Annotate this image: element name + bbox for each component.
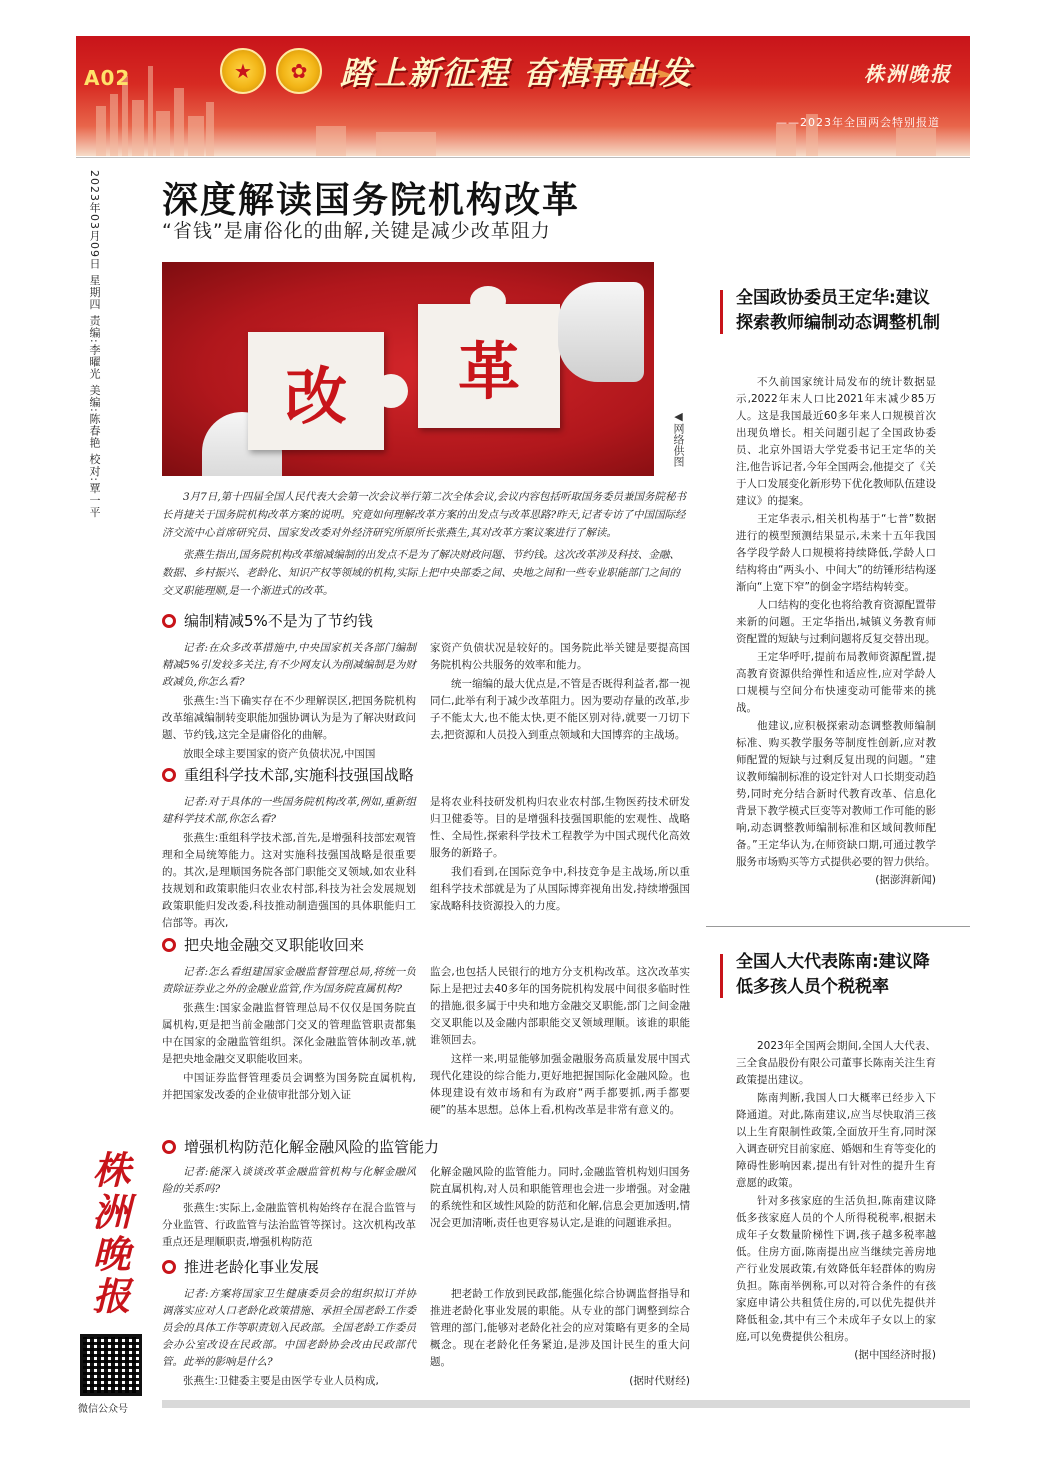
puzzle-piece-left bbox=[248, 332, 384, 450]
puzzle-knob bbox=[374, 374, 408, 408]
divider bbox=[76, 157, 970, 158]
article-column bbox=[162, 1164, 416, 1253]
paragraph: 记者:在众多改革措施中,中央国家机关各部门编制精减5%引发较多关注,有不少网友认为削减编制是为财政减负,你怎么看? bbox=[162, 642, 416, 688]
article-source: (据时代财经) bbox=[629, 1375, 690, 1387]
banner-subtitle: ——2023年全国两会特别报道 bbox=[776, 116, 940, 129]
paragraph: 张燕生:实际上,金融监管机构始终存在混合监管与分业监管、行政监管与法治监管等探讨。这次机构改革重点还是理顺职责,增强机构防范 bbox=[162, 1202, 416, 1248]
paragraph: 我们看到,在国际竞争中,科技竞争是主战场,所以重组科学技术部就是为了从国际博弈视角出发,持续增强国家战略科技资源投入的力度。 bbox=[430, 866, 690, 912]
paragraph: 张燕生:重组科学技术部,首先,是增强科技部宏观管理和全局统筹能力。这对实施科技强国战略是很重要的。其次,是理顺国务院各部门职能交叉领域,如农业科技规划和政策职能归农业农村部,科技为社会发展规划政策职能归发改委,科技推动制造强国的具体职能归工信部等。再次, bbox=[162, 832, 416, 929]
intro-paragraph: 张燕生指出,国务院机构改革缩减编制的出发点不是为了解决财政问题、节约钱。这次改革涉及科技、金融、数据、乡村振兴、老龄化、知识产权等领域的机构,实际上把中央部委之间、央地之间和一些专业职能部门之间的交叉职能理顺,是一个渐进式的改革。 bbox=[162, 549, 680, 597]
section-heading-text: 重组科学技术部,实施科技强国战略 bbox=[184, 766, 414, 784]
footer-bar bbox=[162, 1400, 970, 1408]
article-deck: “省钱”是庸俗化的曲解,关键是减少改革阻力 bbox=[162, 220, 551, 242]
paragraph: 放眼全球主要国家的资产负债状况,中国国 bbox=[183, 748, 376, 760]
intro-paragraph: 3月7日,第十四届全国人民代表大会第一次会议举行第二次全体会议,会议内容包括听取国务委员兼国务院秘书长肖捷关于国务院机构改革方案的说明。究竟如何理解改革方案的出发点与改革思路?昨天,记者专访了中国国际经济交流中心首席研究员、国家发改委对外经济研究所原所长张燕生,其对改革方案议案进行了解读。 bbox=[162, 491, 687, 539]
paragraph: 家资产负债状况是较好的。国务院此举关键是要提高国务院机构公共服务的效率和能力。 bbox=[430, 642, 690, 671]
qr-code-label: 微信公众号 bbox=[78, 1404, 128, 1415]
paragraph: 记者:对于具体的一些国务院机构改革,例如,重新组建科学技术部,你怎么看? bbox=[162, 796, 416, 825]
paragraph: 张燕生:当下确实存在不少理解误区,把国务院机构改革缩减编制转变职能加强协调认为是为了解决财政问题、节约钱,这完全是庸俗化的曲解。 bbox=[162, 695, 416, 741]
accent-bar bbox=[720, 290, 723, 334]
bullet-circle-icon bbox=[162, 1140, 176, 1154]
newspaper-logo-vertical: 株洲晚报 bbox=[86, 1150, 131, 1318]
section-heading bbox=[162, 610, 373, 631]
divider bbox=[706, 926, 970, 927]
paragraph: 记者:怎么看组建国家金融监督管理总局,将统一负责除证券业之外的金融业监管,作为国务院直属机构? bbox=[162, 966, 416, 995]
paragraph: 记者:能深入谈谈改革金融监管机构与化解金融风险的关系吗? bbox=[162, 1166, 416, 1195]
paragraph: 是将农业科技研发机构归农业农村部,生物医药技术研发归卫健委等。目的是增强科技强国职能的宏观性、战略性、全局性,探索科学技术工程教学为中国式现代化高效服务的新路子。 bbox=[430, 796, 690, 859]
paragraph: 他建议,应积极探索动态调整教师编制标准、购买教学服务等制度性创新,应对教师配置的短缺与过剩反复出现的问题。“建议教师编制标准的设定针对人口长期变动趋势,同时充分结合新时代教育改革、信息化背景下教学模式巨变等对教师工作可能的影响,动态调整教师编制标准和区域间教师配备。”王定华认为,在师资缺口期,可通过教学服务市场购买等方式提供必要的智力供给。 bbox=[736, 720, 936, 868]
section-heading-text: 推进老龄化事业发展 bbox=[184, 1258, 320, 1276]
paragraph: 张燕生:卫健委主要是由医学专业人员构成, bbox=[183, 1375, 379, 1387]
puzzle-char-left: 改 bbox=[284, 359, 347, 433]
article-column bbox=[162, 964, 416, 1106]
paragraph: 化解金融风险的监管能力。同时,金融监管机构划归国务院直属机构,对人员和职能管理也会进一步增强。对金融的系统性和区域性风险的防范和化解,信息会更加透明,情况会更加清晰,责任也更容易认定,是谁的问题谁承担。 bbox=[430, 1166, 690, 1229]
paragraph: 统一缩编的最大优点是,不管是否既得利益者,都一视同仁,此举有利于减少改革阻力。因为要动存量的改革,步子不能太大,也不能太快,更不能区别对待,就要一刀切下去,把资源和人员投入到重点领域和大国博弈的主战场。 bbox=[430, 678, 690, 741]
article-column bbox=[430, 640, 690, 746]
paragraph: 2023年全国两会期间,全国人大代表、三全食品股份有限公司董事长陈南关注生育政策提出建议。 bbox=[736, 1040, 936, 1086]
cppcc-emblem-icon: ✿ bbox=[276, 48, 322, 94]
section-heading-text: 把央地金融交叉职能收回来 bbox=[184, 936, 365, 954]
page-number: A02 bbox=[84, 66, 131, 90]
article-column bbox=[430, 964, 690, 1121]
hero-image bbox=[162, 262, 654, 476]
puzzle-char-right: 革 bbox=[457, 334, 520, 408]
sidebar-source: (据澎湃新闻) bbox=[875, 874, 936, 886]
bullet-circle-icon bbox=[162, 938, 176, 952]
puzzle-knob bbox=[470, 286, 506, 316]
sidebar-source: (据中国经济时报) bbox=[854, 1349, 936, 1361]
article-column bbox=[430, 1286, 690, 1392]
paragraph: 人口结构的变化也将给教育资源配置带来新的问题。王定华指出,城镇义务教育师资配置的短缺与过剩问题将反复交替出现。 bbox=[736, 599, 936, 645]
article-column bbox=[430, 1164, 690, 1234]
article-column bbox=[162, 640, 416, 765]
paragraph: 王定华表示,相关机构基于“七普”数据进行的模型预测结果显示,未来十五年我国各学段学龄人口规模将持续降低,学龄人口结构将由“两头小、中间大”的纺锤形结构逐渐向“上宽下窄”的倒金字塔结构转变。 bbox=[736, 513, 936, 593]
paragraph: 监会,也包括人民银行的地方分支机构改革。这次改革实际上是把过去40多年的国务院机构发展中间很多临时性的措施,很多属于中央和地方金融交叉职能,部门之间金融交叉职能以及金融内部职能交叉领域理顺。该谁的职能谁领回去。 bbox=[430, 966, 690, 1046]
article-column bbox=[162, 794, 416, 934]
sidebar-headline: 全国人大代表陈南:建议降低多孩人员个税税率 bbox=[736, 952, 930, 997]
national-emblem-icon: ★ bbox=[220, 48, 266, 94]
sidebar-story bbox=[736, 1038, 936, 1365]
article-headline: 深度解读国务院机构改革 bbox=[162, 180, 581, 221]
header-banner bbox=[76, 36, 970, 156]
section-heading bbox=[162, 1256, 319, 1277]
bullet-circle-icon bbox=[162, 768, 176, 782]
sidebar-headline: 全国政协委员王定华:建议探索教师编制动态调整机制 bbox=[736, 288, 940, 333]
image-caption: ◀网络供图 bbox=[672, 410, 685, 467]
paragraph: 中国证券监督管理委员会调整为国务院直属机构,并把国家发改委的企业债审批部分划入证 bbox=[162, 1072, 416, 1101]
accent-bar bbox=[720, 954, 723, 998]
right-hand-graphic bbox=[558, 282, 644, 382]
paragraph: 这样一来,明显能够加强金融服务高质量发展中国式现代化建设的综合能力,更好地把握国际化金融风险。也体现建设有效市场和有为政府“两手都要抓,两手都要硬”的基本思想。总体上看,机构改革是非常有意义的。 bbox=[430, 1053, 690, 1116]
paragraph: 把老龄工作放到民政部,能强化综合协调监督指导和推进老龄化事业发展的职能。从专业的部门调整到综合管理的部门,能够对老龄化社会的应对策略有更多的全局概念。现在老龄化任务紧迫,是涉及国计民生的重大问题。 bbox=[430, 1288, 690, 1368]
qr-code-icon[interactable] bbox=[80, 1334, 142, 1396]
section-heading bbox=[162, 1136, 439, 1157]
paragraph: 张燕生:国家金融监督管理总局不仅仅是国务院直属机构,更是把当前金融部门交叉的管理监管职责都集中在国家的金融监管组织。深化金融监管体制改革,就是把央地金融交叉职能收回来。 bbox=[162, 1002, 416, 1065]
banner-slogan: 踏上新征程 奋楫再出发 bbox=[340, 54, 694, 92]
bullet-circle-icon bbox=[162, 1260, 176, 1274]
paragraph: 陈南判断,我国人口大概率已经步入下降通道。对此,陈南建议,应当尽快取消三孩以上生育限制性政策,全面放开生育,同时深入调查研究目前家庭、婚姻和生育等变化的障碍性影响因素,提出有针对性的提升生育意愿的政策。 bbox=[736, 1092, 936, 1189]
section-heading bbox=[162, 764, 414, 785]
paragraph: 针对多孩家庭的生活负担,陈南建议降低多孩家庭人员的个人所得税税率,根据未成年子女数量阶梯性下调,孩子越多税率越低。住房方面,陈南提出应当继续完善房地产行业发展政策,有效降低年轻群体的购房负担。陈南举例称,可以对符合条件的有孩家庭申请公共租赁住房的,可以优先提供并降低租金,其中有三个未成年子女以上的家庭,可以免费提供公租房。 bbox=[736, 1195, 936, 1343]
issue-info-vertical: 2023年03月09日 星期四 责编:李曜光 美编:陈春艳 校对:覃一平 bbox=[88, 170, 101, 519]
section-heading-text: 增强机构防范化解金融风险的监管能力 bbox=[184, 1138, 440, 1156]
newspaper-logo: 株洲晚报 bbox=[864, 62, 952, 86]
sidebar-story bbox=[736, 374, 936, 890]
article-column bbox=[162, 1286, 416, 1392]
article-column bbox=[430, 794, 690, 917]
paragraph: 记者:方案将国家卫生健康委员会的组织拟订并协调落实应对人口老龄化政策措施、承担全国老龄工作委员会的具体工作等职责划入民政部。全国老龄工作委员会办公室改设在民政部。中国老龄协会改由民政部代管。此举的影响是什么? bbox=[162, 1288, 416, 1368]
paragraph: 不久前国家统计局发布的统计数据显示,2022年末人口比2021年末减少85万人。这是我国最近60多年来人口规模首次出现负增长。相关问题引起了全国政协委员、北京外国语大学党委书记王定华的关注,他告诉记者,今年全国两会,他提交了《关于人口发展变化新形势下优化教师队伍建设建议》的提案。 bbox=[736, 376, 936, 507]
bullet-circle-icon bbox=[162, 614, 176, 628]
section-heading bbox=[162, 934, 364, 955]
section-heading-text: 编制精减5%不是为了节约钱 bbox=[184, 612, 373, 630]
paragraph: 王定华呼吁,提前布局教师资源配置,提高教育资源供给弹性和适应性,应对学龄人口规模与空间分布快速变动可能带来的挑战。 bbox=[736, 651, 936, 714]
puzzle-piece-right bbox=[418, 304, 560, 428]
